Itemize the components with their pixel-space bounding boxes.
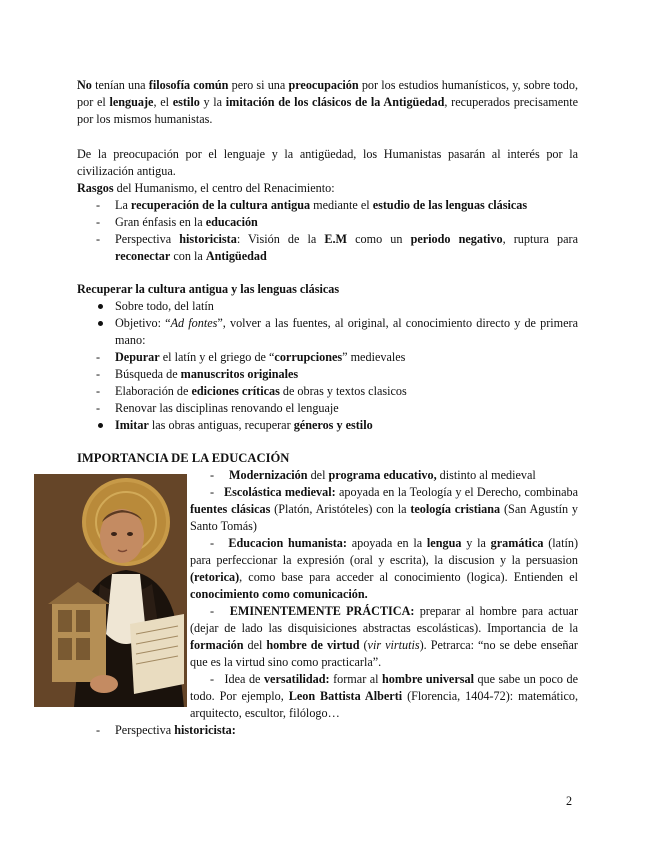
rasgo-item-3: Perspectiva historicista: Visión de la E.M como un periodo negativo, ruptura para reconectar con la Antigüedad [115,232,578,263]
bullet-dot [98,304,103,309]
educacion-item-last: Perspectiva historicista: [115,723,236,737]
dash-marker: - [96,367,101,381]
educacion-item-1: Modernización del programa educativo, distinto al medieval [229,468,536,482]
educacion-item-3: - Educacion humanista: apoyada en la lengua y la gramática (latín) para perfeccionar la expresión (oral y escrita), la discusion y la persuasion (retorica), como base para acceder al conocimiento (logica). Entienden el conocimiento como comunicación. [190,536,579,601]
page-number: 2 [566,794,573,808]
recuperar-item-5: Elaboración de ediciones críticas de obras y textos clasicos [115,384,407,398]
dash-marker: - [96,198,101,212]
dash-marker: - [96,723,101,737]
dash-marker: - [96,232,101,246]
educacion-item-4: - EMINENTEMENTE PRÁCTICA: preparar al hombre para actuar (dejar de lado las disquisiciones abstractas escolásticas). Importancia de la formación del hombre de virtud (vir virtutis). Petrarca: “no se debe enseñar que es la virtud sino como practicarla”. [190,604,579,669]
educacion-item-2: - Escolástica medieval: apoyada en la Teología y el Derecho, combinaba fuentes clásicas (Platón, Aristóteles) con la teología cristiana (San Agustín y Santo Tomás) [190,485,579,533]
recuperar-item-7: Imitar las obras antiguas, recuperar géneros y estilo [115,418,373,432]
dash-marker: - [96,401,101,415]
educacion-heading: IMPORTANCIA DE LA EDUCACIÓN [77,451,290,465]
recuperar-heading: Recuperar la cultura antigua y las lenguas clásicas [77,282,340,296]
rasgo-item-2: Gran énfasis en la educación [115,215,258,229]
recuperar-item-4: Búsqueda de manuscritos originales [115,367,299,381]
rasgo-item-1: La recuperación de la cultura antigua mediante el estudio de las lenguas clásicas [115,198,528,212]
dash-marker: - [96,384,101,398]
recuperar-item-1: Sobre todo, del latín [115,299,214,313]
recuperar-item-2: Objetivo: “Ad fontes”, volver a las fuentes, al original, al conocimiento directo y de primera mano: [115,316,579,347]
dash-marker: - [210,468,215,482]
intro-paragraph: No tenían una filosofía común pero si una preocupación por los estudios humanísticos, y, sobre todo, por el lenguaje, el estilo y la imitación de los clásicos de la Antigüedad, recuperados precisamente por los mismos humanistas. [77,78,579,126]
recuperar-item-6: Renovar las disciplinas renovando el lenguaje [115,401,339,415]
civilization-paragraph: De la preocupación por el lenguaje y la antigüedad, los Humanistas pasarán al interés por la civilización antigua. [77,147,578,178]
dash-marker: - [96,215,101,229]
rasgos-heading: Rasgos del Humanismo, el centro del Renacimiento: [77,181,335,195]
bullet-dot [98,423,103,428]
saint-portrait-image [34,474,187,707]
bullet-dot [98,321,103,326]
recuperar-item-3: Depurar el latín y el griego de “corrupciones” medievales [115,350,406,364]
educacion-item-5: - Idea de versatilidad: formar al hombre universal que sabe un poco de todo. Por ejemplo, Leon Battista Alberti (Florencia, 1404-72): matemático, arquitecto, escultor, filólogo… [190,672,579,720]
dash-marker: - [96,350,101,364]
